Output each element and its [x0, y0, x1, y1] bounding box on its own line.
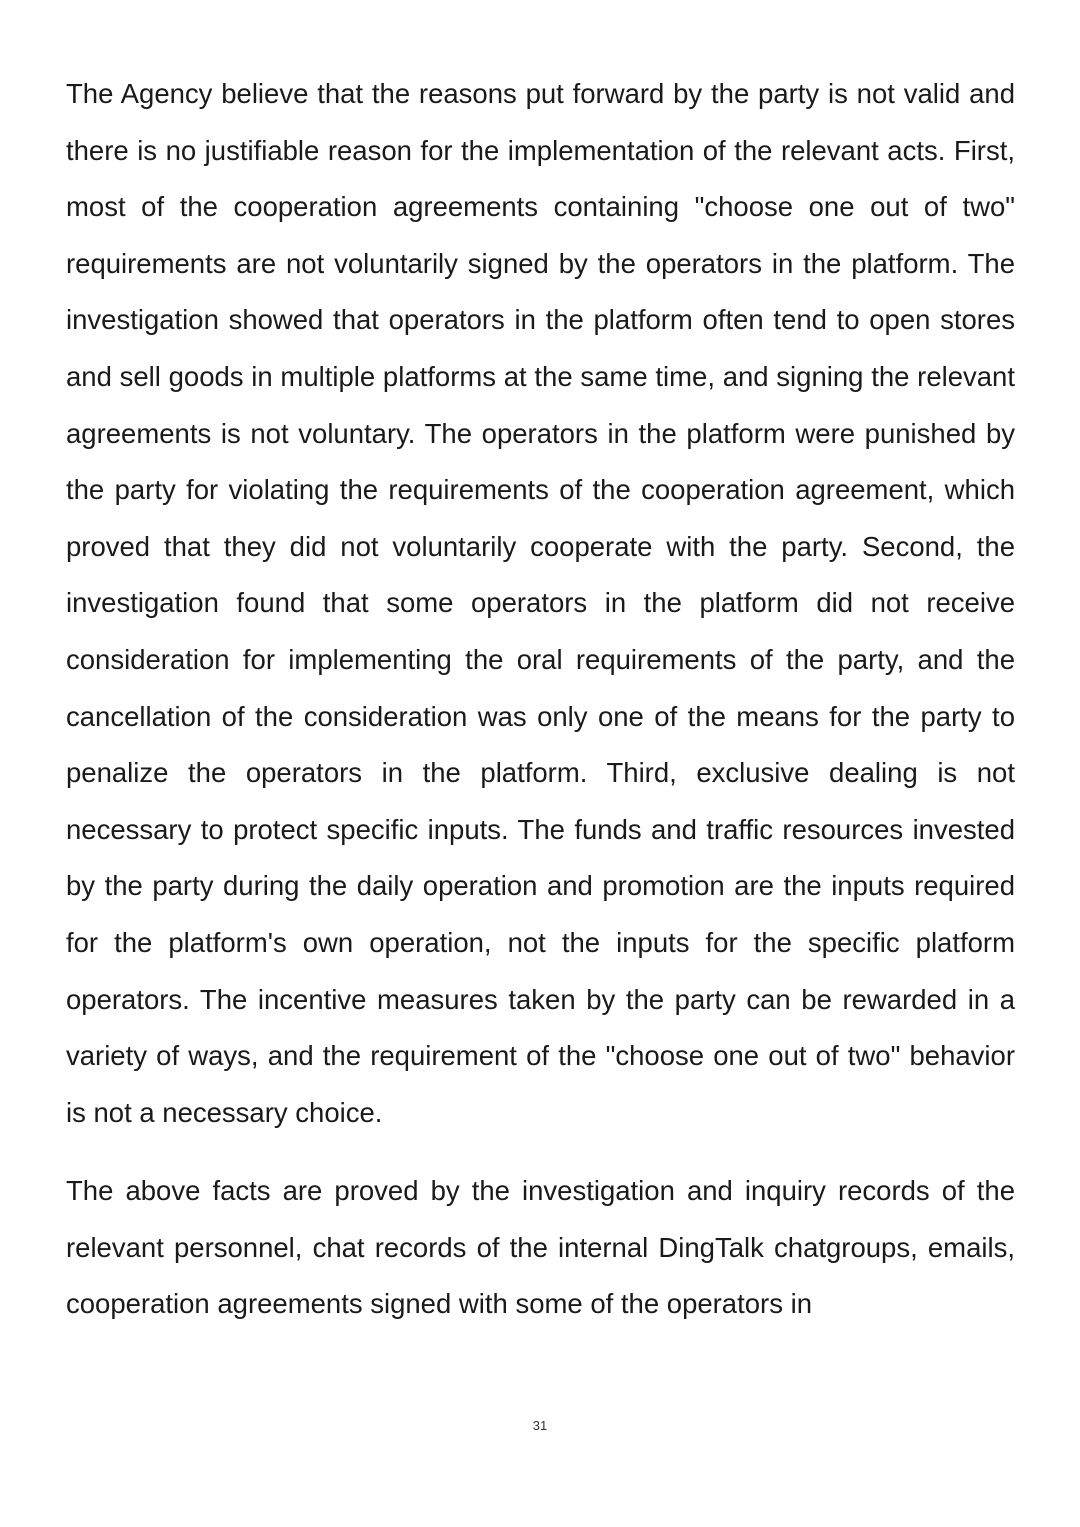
body-paragraph-2: The above facts are proved by the investigation and inquiry records of the relevant personnel, chat records of the internal DingTalk chatgroups, emails, cooperation agreements signed with some of the operators in: [66, 1175, 1015, 1320]
body-paragraph-1: The Agency believe that the reasons put forward by the party is not valid and there is no justifiable reason for the implementation of the relevant acts. First, most of the cooperation agreements containing "choose one out of two" requirements are not voluntarily signed by the operators in the platform. The investigation showed that operators in the platform often tend to open stores and sell goods in multiple platforms at the same time, and signing the relevant agreements is not voluntary. The operators in the platform were punished by the party for violating the requirements of the cooperation agreement, which proved that they did not voluntarily cooperate with the party. Second, the investigation found that some operators in the platform did not receive consideration for implementing the oral requirements of the party, and the cancellation of the consideration was only one of the means for the party to penalize the operators in the platform. Third, exclusive dealing is not necessary to protect specific inputs. The funds and traffic resources invested by the party during the daily operation and promotion are the inputs required for the platform's own operation, not the inputs for the specific platform operators. The incentive measures taken by the party can be rewarded in a variety of ways, and the requirement of the "choose one out of two" behavior is not a necessary choice.: [66, 78, 1015, 1128]
page-number: 31: [532, 1418, 548, 1433]
document-page: [66, 66, 1015, 1333]
